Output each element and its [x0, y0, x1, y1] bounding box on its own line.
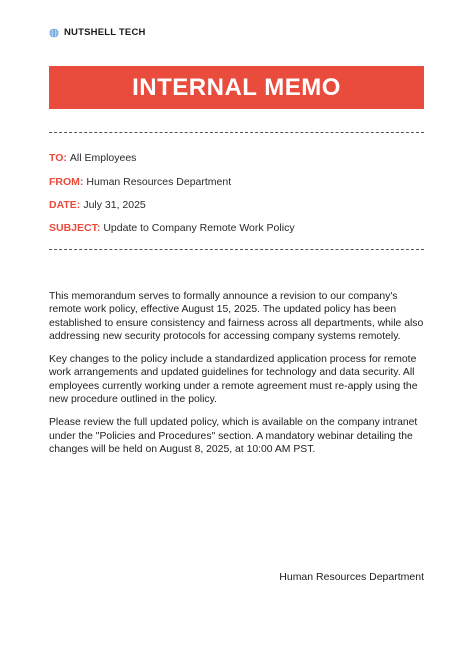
from-value: Human Resources Department — [86, 176, 232, 188]
from-label: FROM: — [49, 176, 84, 188]
body-paragraph: Please review the full updated policy, which is available on the company intranet under the "Policies and Procedures" section. A mandatory webinar detailing the changes will be held on August 8, 2025, at 10:00 AM PST. — [49, 417, 418, 455]
globe-icon — [49, 28, 59, 38]
to-value: All Employees — [69, 152, 137, 164]
date-value: July 31, 2025 — [83, 199, 146, 211]
from-field — [49, 176, 231, 188]
subject-field — [49, 222, 295, 234]
memo-title: INTERNAL MEMO — [132, 73, 341, 101]
subject-value: Update to Company Remote Work Policy — [103, 222, 295, 234]
subject-label: SUBJECT: — [49, 222, 101, 234]
bottom-divider — [49, 249, 424, 250]
body-paragraph: Key changes to the policy include a standardized application process for remote work arrangements and updated guidelines for technology and data security. All employees currently working under a remote agreement must re-apply using the new procedure outlined in the policy. — [49, 354, 418, 406]
top-divider — [49, 132, 424, 133]
to-label: TO: — [49, 152, 67, 164]
signature: Human Resources Department — [279, 571, 424, 583]
memo-banner — [49, 66, 424, 109]
brand-header — [49, 27, 146, 38]
date-field — [49, 199, 146, 211]
to-field — [49, 152, 136, 164]
date-label: DATE: — [49, 199, 81, 211]
body-paragraph: This memorandum serves to formally announce a revision to our company's remote work policy, effective August 15, 2025. The updated policy has been established to ensure consistency and fairness across all departments, while also addressing new security protocols for accessing company systems remotely. — [49, 291, 424, 342]
brand-name: NUTSHELL TECH — [64, 27, 146, 38]
memo-body — [49, 290, 425, 466]
